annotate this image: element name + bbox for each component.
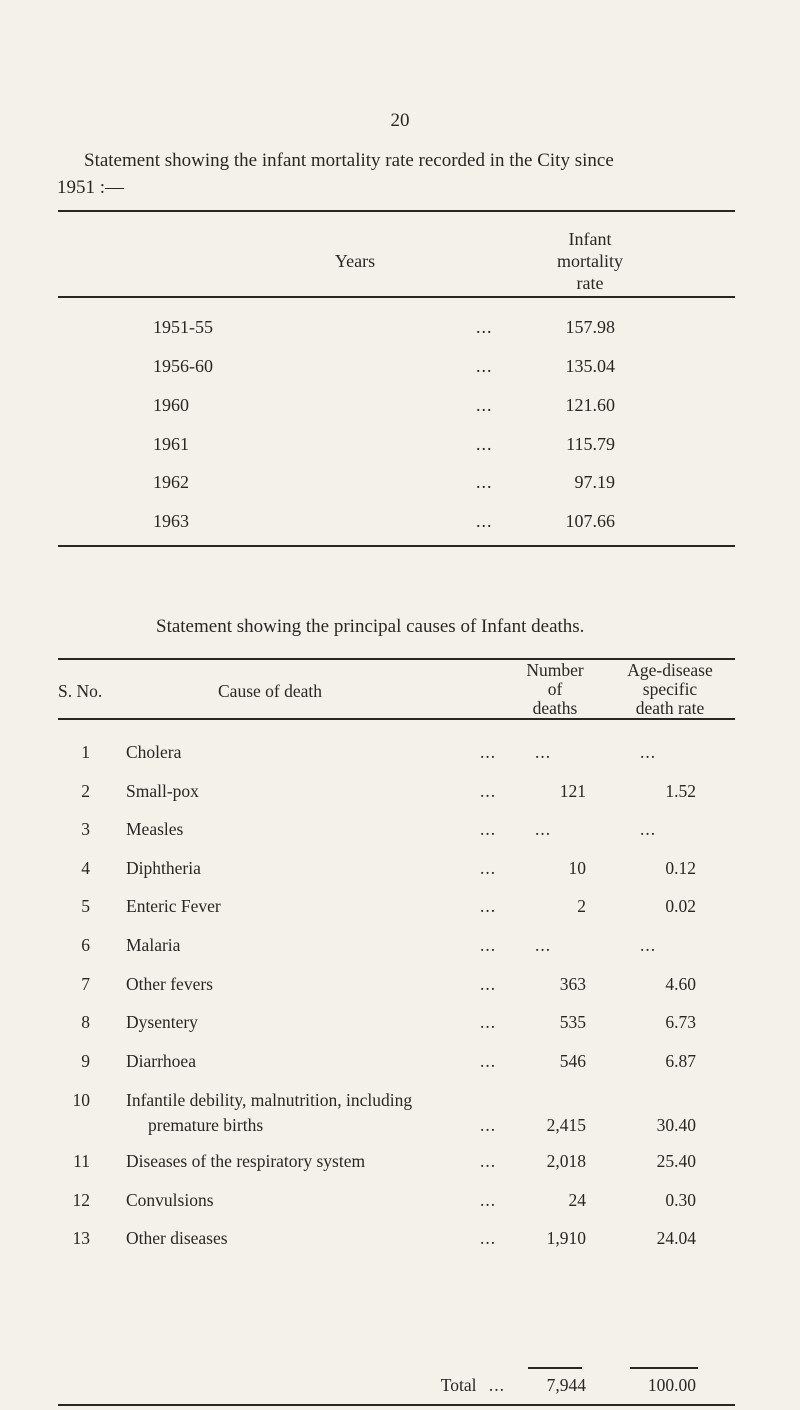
table1-year: 1961 bbox=[153, 434, 189, 454]
table1-year: 1951-55 bbox=[153, 317, 213, 337]
table2-sno: 5 bbox=[81, 896, 90, 916]
table2-sno: 8 bbox=[81, 1012, 90, 1032]
table2-rate: ... bbox=[639, 819, 657, 839]
table2-sno: 9 bbox=[81, 1051, 90, 1071]
table2-leader: ... bbox=[480, 742, 497, 762]
table2-rate: 25.40 bbox=[656, 1151, 696, 1171]
table2-header-rate-line1: Age-disease bbox=[627, 660, 713, 680]
table2-number: 2,018 bbox=[546, 1151, 586, 1171]
table1-rate: 135.04 bbox=[565, 356, 615, 376]
table2-number: ... bbox=[534, 819, 552, 839]
table2-leader: ... bbox=[480, 781, 497, 801]
table2-sno: 10 bbox=[72, 1090, 90, 1110]
table2-rate: 4.60 bbox=[665, 974, 696, 994]
total-rate: 100.00 bbox=[647, 1375, 696, 1395]
table2-number: 2,415 bbox=[546, 1115, 586, 1135]
table2-rate: ... bbox=[639, 935, 657, 955]
table2-cause: Infantile debility, malnutrition, including bbox=[126, 1090, 413, 1110]
table2-sno: 13 bbox=[72, 1228, 90, 1248]
table2-number: 24 bbox=[568, 1190, 586, 1210]
table2-number: 546 bbox=[559, 1051, 586, 1071]
table2-sno: 1 bbox=[81, 742, 90, 762]
table1-header-rate-line2: mortality bbox=[557, 251, 623, 271]
table2-leader: ... bbox=[480, 1190, 497, 1210]
table2-cause: Dysentery bbox=[126, 1012, 198, 1032]
table2-header-sno: S. No. bbox=[58, 681, 103, 701]
table2-sno: 3 bbox=[81, 819, 90, 839]
table2-number: 535 bbox=[559, 1012, 586, 1032]
table2-cause: Diphtheria bbox=[126, 858, 201, 878]
table2-cause: Diseases of the respiratory system bbox=[126, 1151, 366, 1171]
table2-leader: ... bbox=[480, 896, 497, 916]
table1-year: 1962 bbox=[153, 472, 189, 492]
table2-leader: ... bbox=[480, 858, 497, 878]
table1-rate: 121.60 bbox=[565, 395, 615, 415]
table2-header-cause: Cause of death bbox=[218, 681, 322, 701]
table2-cause: Other diseases bbox=[126, 1228, 228, 1248]
table2-rate: 6.73 bbox=[665, 1012, 696, 1032]
total-label-text: Total bbox=[440, 1375, 477, 1395]
table2-number: 1,910 bbox=[546, 1228, 586, 1248]
table1-leader: ... bbox=[476, 511, 493, 531]
table2-cause: Malaria bbox=[126, 935, 181, 955]
total-rate-underline bbox=[630, 1367, 698, 1369]
table2-cause-continued: premature births bbox=[148, 1115, 264, 1135]
table2-header-number bbox=[505, 661, 605, 718]
table2-leader: ... bbox=[480, 974, 497, 994]
table2-rate: 0.12 bbox=[665, 858, 696, 878]
table2-header-number-line2: of bbox=[547, 679, 563, 699]
table2-header-rate-line2: specific bbox=[642, 679, 698, 699]
table2-cause: Measles bbox=[126, 819, 184, 839]
table1-rate: 157.98 bbox=[565, 317, 615, 337]
table1-leader: ... bbox=[476, 434, 493, 454]
table1-header-rule bbox=[58, 296, 735, 298]
table1-leader: ... bbox=[476, 356, 493, 376]
table2-cause: Enteric Fever bbox=[126, 896, 221, 916]
table2-cause: Cholera bbox=[126, 742, 182, 762]
table1-year: 1960 bbox=[153, 395, 189, 415]
table2-sno: 12 bbox=[72, 1190, 90, 1210]
table2-header-rate-line3: death rate bbox=[635, 698, 705, 718]
table1-leader: ... bbox=[476, 317, 493, 337]
table2-rate: 0.30 bbox=[665, 1190, 696, 1210]
table2-header-number-line3: deaths bbox=[532, 698, 578, 718]
total-label bbox=[380, 1375, 505, 1396]
table2-number: 363 bbox=[559, 974, 586, 994]
table1-rate: 107.66 bbox=[565, 511, 615, 531]
table2-rate: 1.52 bbox=[665, 781, 696, 801]
table2-sno: 2 bbox=[81, 781, 90, 801]
intro-line-2: 1951 :— bbox=[57, 177, 125, 198]
table2-header-rate bbox=[600, 661, 740, 718]
table1-header-rate bbox=[530, 228, 650, 294]
table2-leader: ... bbox=[480, 935, 497, 955]
table2-header-rule bbox=[58, 718, 735, 720]
total-leader: ... bbox=[488, 1375, 505, 1395]
table1-year: 1963 bbox=[153, 511, 189, 531]
table1-header-rate-line3: rate bbox=[576, 273, 604, 293]
total-number-underline bbox=[528, 1367, 582, 1369]
table1-bottom-rule bbox=[58, 545, 735, 547]
table2-cause: Convulsions bbox=[126, 1190, 214, 1210]
table1-leader: ... bbox=[476, 395, 493, 415]
table2-sno: 4 bbox=[81, 858, 90, 878]
table2-sno: 7 bbox=[81, 974, 90, 994]
table1-leader: ... bbox=[476, 472, 493, 492]
table2-cause: Diarrhoea bbox=[126, 1051, 196, 1071]
table2-leader: ... bbox=[480, 1012, 497, 1032]
table2-rate: 6.87 bbox=[665, 1051, 696, 1071]
table2-leader: ... bbox=[480, 1051, 497, 1071]
table2-cause: Other fevers bbox=[126, 974, 213, 994]
table2-bottom-rule bbox=[58, 1404, 735, 1406]
table1-year: 1956-60 bbox=[153, 356, 213, 376]
table2-number: 10 bbox=[568, 858, 586, 878]
table2-rate: 0.02 bbox=[665, 896, 696, 916]
table2-leader: ... bbox=[480, 819, 497, 839]
page-number: 20 bbox=[390, 110, 410, 131]
intro-text bbox=[57, 147, 747, 201]
intro-line-1: Statement showing the infant mortality rate recorded in the City since bbox=[84, 150, 614, 171]
table2-number: ... bbox=[534, 742, 552, 762]
table2-number: ... bbox=[534, 935, 552, 955]
table2-header-number-line1: Number bbox=[526, 660, 584, 680]
table1-top-rule bbox=[58, 210, 735, 212]
table1-rate: 115.79 bbox=[566, 434, 615, 454]
total-number: 7,944 bbox=[546, 1375, 586, 1395]
table2-number: 2 bbox=[577, 896, 586, 916]
table2-rate: 24.04 bbox=[656, 1228, 696, 1248]
table2-sno: 11 bbox=[73, 1151, 90, 1171]
table2-sno: 6 bbox=[81, 935, 90, 955]
table1-header-years: Years bbox=[334, 251, 376, 271]
table2-title: Statement showing the principal causes of Infant deaths. bbox=[156, 616, 585, 637]
table2-number: 121 bbox=[559, 781, 586, 801]
table1-rate: 97.19 bbox=[574, 472, 615, 492]
table2-rate: ... bbox=[639, 742, 657, 762]
table2-leader: ... bbox=[480, 1151, 497, 1171]
table1-header-rate-line1: Infant bbox=[568, 229, 612, 249]
table2-cause: Small-pox bbox=[126, 781, 199, 801]
table2-leader: ... bbox=[480, 1228, 497, 1248]
table2-leader: ... bbox=[480, 1115, 497, 1135]
table2-rate: 30.40 bbox=[656, 1115, 696, 1135]
